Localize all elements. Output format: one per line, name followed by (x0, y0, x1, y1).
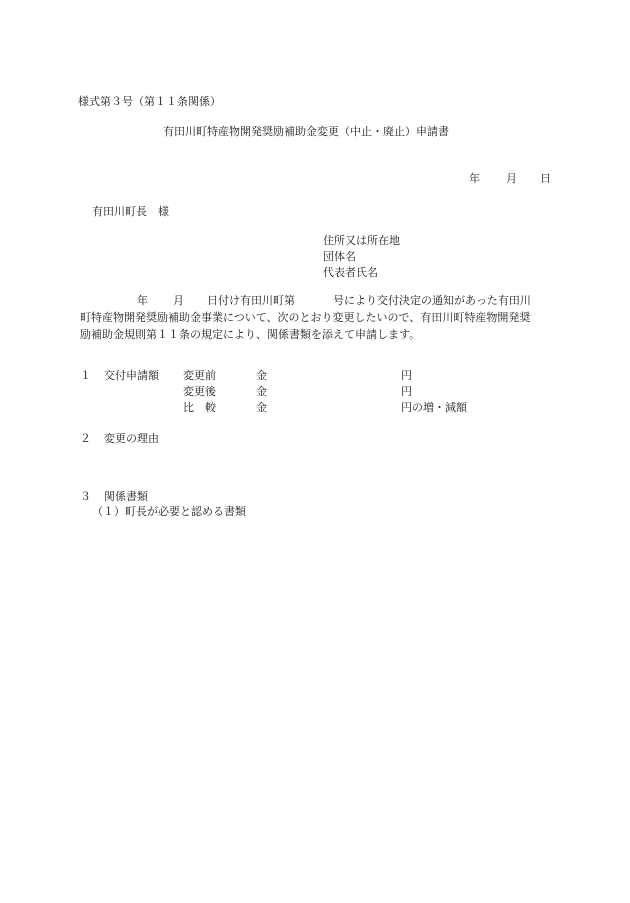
row-compare-yen: 円の増・減額 (401, 401, 467, 414)
body-mid: 日付け有田川町第 (207, 294, 295, 307)
organization-label: 団体名 (323, 250, 356, 263)
row-after-label: 変更後 (183, 385, 216, 398)
row-before-yen: 円 (401, 369, 412, 382)
section-1-number: １ (80, 369, 91, 382)
row-compare-label: 比 較 (183, 401, 216, 414)
row-after-yen: 円 (401, 385, 412, 398)
row-after-kin: 金 (256, 385, 267, 398)
applicant-block (323, 233, 400, 281)
body-year: 年 (137, 294, 148, 307)
date-day: 日 (540, 172, 551, 185)
row-before-kin: 金 (256, 369, 267, 382)
body-line-3: 励補助金規則第１１条の規定により、関係書類を添えて申請します。 (80, 328, 421, 341)
form-number: 様式第３号（第１１条関係） (78, 95, 221, 108)
row-compare-kin: 金 (256, 401, 267, 414)
addressee: 有田川町長 様 (92, 205, 169, 218)
section-2-heading: 変更の理由 (104, 432, 159, 445)
section-1-heading: 交付申請額 (104, 369, 159, 382)
body-paragraph (80, 292, 531, 343)
section-2-number: ２ (80, 432, 91, 445)
body-month: 月 (173, 294, 184, 307)
row-before-label: 変更前 (183, 369, 216, 382)
section-3-heading: 関係書類 (104, 490, 148, 503)
body-line-1 (80, 292, 531, 309)
body-end: 号により交付決定の通知があった有田川 (333, 294, 531, 307)
date-month: 月 (506, 172, 517, 185)
document-title: 有田川町特産物開発奨励補助金変更（中止・廃止）申請書 (163, 125, 449, 138)
address-label: 住所又は所在地 (323, 234, 400, 247)
representative-label: 代表者氏名 (323, 266, 378, 279)
section-3-item: （１）町長が必要と認める書類 (92, 505, 246, 518)
section-3-number: ３ (80, 490, 91, 503)
body-line-2: 町特産物開発奨励補助金事業について、次のとおり変更したいので、有田川町特産物開発奨 (80, 311, 531, 324)
date-year: 年 (469, 172, 480, 185)
